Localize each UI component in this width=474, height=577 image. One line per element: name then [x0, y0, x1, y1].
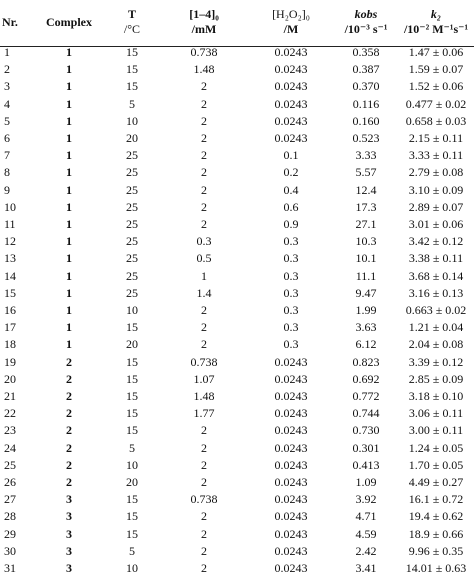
cell-temperature: 5 [129, 440, 135, 455]
cell-k2: 1.70 ± 0.05 [408, 457, 464, 472]
cell-temperature: 25 [126, 217, 138, 232]
cell-kobs: 0.116 [352, 96, 380, 111]
cell-peroxide-concentration: 0.0243 [274, 131, 308, 146]
table-row [0, 285, 474, 302]
cell-k2: 2.85 ± 0.09 [408, 371, 464, 386]
table-row [0, 371, 474, 388]
cell-nr: 6 [4, 131, 10, 146]
cell-temperature: 25 [126, 182, 138, 197]
cell-temperature: 10 [126, 457, 138, 472]
cell-temperature: 15 [126, 526, 138, 541]
cell-k2: 0.658 ± 0.03 [405, 113, 467, 128]
table-row [0, 319, 474, 336]
cell-complex-concentration: 2 [201, 182, 207, 197]
cell-kobs: 3.63 [355, 320, 377, 335]
cell-kobs: 0.744 [352, 406, 380, 421]
cell-kobs: 0.301 [352, 440, 380, 455]
table-row [0, 388, 474, 405]
table-row [0, 268, 474, 285]
cell-temperature: 15 [126, 79, 138, 94]
cell-complex-concentration: 2 [201, 148, 207, 163]
cell-complex: 1 [66, 337, 72, 352]
cell-temperature: 15 [126, 371, 138, 386]
cell-complex-concentration: 2 [201, 217, 207, 232]
cell-kobs: 10.3 [355, 234, 377, 249]
cell-nr: 18 [4, 337, 16, 352]
cell-complex: 1 [66, 303, 72, 318]
cell-complex-concentration: 2 [201, 79, 207, 94]
cell-kobs: 0.730 [352, 423, 380, 438]
cell-peroxide-concentration: 0.0243 [274, 96, 308, 111]
cell-temperature: 20 [126, 337, 138, 352]
cell-complex-concentration: 2 [201, 320, 207, 335]
cell-nr: 19 [4, 354, 16, 369]
cell-nr: 31 [4, 561, 16, 576]
cell-complex-concentration: 1.07 [193, 371, 215, 386]
cell-nr: 12 [4, 234, 16, 249]
cell-complex: 1 [66, 45, 72, 59]
cell-complex-concentration: 1.48 [193, 62, 215, 77]
cell-nr: 25 [4, 457, 16, 472]
cell-peroxide-concentration: 0.1 [283, 148, 299, 163]
header-complex: Complex [46, 14, 92, 29]
cell-complex-concentration: 2 [201, 475, 207, 490]
cell-complex-concentration: 2 [201, 337, 207, 352]
cell-k2: 1.47 ± 0.06 [408, 45, 464, 59]
cell-nr: 29 [4, 526, 16, 541]
cell-complex: 3 [66, 543, 72, 558]
cell-kobs: 2.42 [355, 543, 377, 558]
cell-complex: 1 [66, 251, 72, 266]
cell-kobs: 5.57 [355, 165, 377, 180]
cell-complex: 1 [66, 320, 72, 335]
cell-peroxide-concentration: 0.0243 [274, 389, 308, 404]
cell-nr: 7 [4, 148, 10, 163]
cell-kobs: 17.3 [355, 199, 377, 214]
cell-temperature: 15 [126, 320, 138, 335]
table-row [0, 354, 474, 371]
table-header [0, 0, 474, 44]
cell-complex: 1 [66, 199, 72, 214]
cell-complex-concentration: 2 [201, 113, 207, 128]
cell-complex-concentration: 0.5 [196, 251, 212, 266]
cell-nr: 14 [4, 268, 16, 283]
cell-complex-concentration: 1.77 [193, 406, 215, 421]
cell-peroxide-concentration: 0.3 [283, 268, 299, 283]
cell-temperature: 15 [126, 389, 138, 404]
cell-complex-concentration: 1.4 [196, 285, 212, 300]
cell-nr: 28 [4, 509, 16, 524]
cell-k2: 3.39 ± 0.12 [408, 354, 464, 369]
cell-nr: 16 [4, 303, 16, 318]
cell-temperature: 25 [126, 285, 138, 300]
cell-complex: 2 [66, 475, 72, 490]
cell-complex-concentration: 2 [201, 543, 207, 558]
table-row [0, 526, 474, 543]
table-row [0, 147, 474, 164]
cell-complex: 1 [66, 62, 72, 77]
cell-peroxide-concentration: 0.6 [283, 199, 299, 214]
cell-nr: 10 [4, 199, 16, 214]
cell-complex: 1 [66, 285, 72, 300]
cell-k2: 1.24 ± 0.05 [408, 440, 464, 455]
cell-nr: 21 [4, 389, 16, 404]
cell-nr: 11 [4, 217, 16, 232]
cell-complex-concentration: 1 [201, 268, 207, 283]
cell-temperature: 25 [126, 251, 138, 266]
cell-kobs: 3.33 [355, 148, 377, 163]
cell-nr: 9 [4, 182, 10, 197]
table-row [0, 216, 474, 233]
cell-complex-concentration: 2 [201, 423, 207, 438]
cell-kobs: 10.1 [355, 251, 377, 266]
cell-temperature: 25 [126, 268, 138, 283]
cell-peroxide-concentration: 0.3 [283, 320, 299, 335]
cell-nr: 13 [4, 251, 16, 266]
cell-kobs: 0.370 [352, 79, 380, 94]
cell-kobs: 1.99 [355, 303, 377, 318]
header-temperature: T /°C [123, 7, 141, 36]
cell-nr: 17 [4, 320, 16, 335]
cell-kobs: 0.772 [352, 389, 380, 404]
table-row [0, 61, 474, 78]
cell-k2: 18.9 ± 0.66 [408, 526, 464, 541]
cell-peroxide-concentration: 0.0243 [274, 509, 308, 524]
cell-k2: 1.52 ± 0.06 [408, 79, 464, 94]
cell-complex-concentration: 2 [201, 199, 207, 214]
table-row [0, 164, 474, 181]
cell-nr: 2 [4, 62, 10, 77]
cell-k2: 3.01 ± 0.06 [408, 217, 464, 232]
table-row [0, 491, 474, 508]
cell-k2: 3.16 ± 0.13 [408, 285, 464, 300]
cell-nr: 20 [4, 371, 16, 386]
cell-complex: 2 [66, 371, 72, 386]
cell-k2: 3.00 ± 0.11 [408, 423, 464, 438]
cell-peroxide-concentration: 0.9 [283, 217, 299, 232]
cell-k2: 3.68 ± 0.14 [408, 268, 464, 283]
cell-complex: 2 [66, 440, 72, 455]
cell-temperature: 10 [126, 303, 138, 318]
cell-peroxide-concentration: 0.0243 [274, 406, 308, 421]
cell-complex-concentration: 2 [201, 165, 207, 180]
cell-complex: 1 [66, 165, 72, 180]
header-peroxide-concentration: [H₂O₂]₀ /M [272, 7, 310, 36]
cell-kobs: 1.09 [355, 475, 377, 490]
table-row [0, 457, 474, 474]
table-row [0, 560, 474, 577]
cell-peroxide-concentration: 0.0243 [274, 440, 308, 455]
cell-k2: 2.04 ± 0.08 [408, 337, 464, 352]
cell-temperature: 25 [126, 199, 138, 214]
table-row [0, 440, 474, 457]
cell-k2: 19.4 ± 0.62 [408, 509, 464, 524]
table-row [0, 113, 474, 130]
cell-nr: 30 [4, 543, 16, 558]
cell-kobs: 3.92 [355, 492, 377, 507]
table-row [0, 199, 474, 216]
cell-k2: 3.33 ± 0.11 [408, 148, 464, 163]
cell-peroxide-concentration: 0.0243 [274, 561, 308, 576]
cell-complex: 2 [66, 354, 72, 369]
cell-complex-concentration: 2 [201, 526, 207, 541]
cell-k2: 1.21 ± 0.04 [408, 320, 464, 335]
cell-complex: 1 [66, 131, 72, 146]
cell-kobs: 0.160 [352, 113, 380, 128]
cell-complex: 3 [66, 492, 72, 507]
cell-nr: 15 [4, 285, 16, 300]
cell-nr: 5 [4, 113, 10, 128]
cell-kobs: 0.387 [352, 62, 380, 77]
cell-complex: 1 [66, 217, 72, 232]
cell-temperature: 5 [129, 543, 135, 558]
cell-kobs: 0.823 [352, 354, 380, 369]
cell-temperature: 15 [126, 45, 138, 59]
table-row [0, 336, 474, 353]
table-row [0, 233, 474, 250]
cell-k2: 3.10 ± 0.09 [408, 182, 464, 197]
cell-peroxide-concentration: 0.0243 [274, 62, 308, 77]
cell-complex-concentration: 2 [201, 96, 207, 111]
cell-nr: 24 [4, 440, 16, 455]
cell-complex: 1 [66, 234, 72, 249]
cell-temperature: 5 [129, 96, 135, 111]
table-row [0, 130, 474, 147]
cell-peroxide-concentration: 0.0243 [274, 45, 308, 59]
cell-temperature: 15 [126, 423, 138, 438]
cell-nr: 8 [4, 165, 10, 180]
cell-k2: 16.1 ± 0.72 [408, 492, 464, 507]
cell-kobs: 0.692 [352, 371, 380, 386]
cell-complex: 1 [66, 113, 72, 128]
cell-peroxide-concentration: 0.4 [283, 182, 299, 197]
cell-temperature: 15 [126, 62, 138, 77]
cell-complex-concentration: 2 [201, 131, 207, 146]
cell-kobs: 9.47 [355, 285, 377, 300]
cell-complex-concentration: 2 [201, 509, 207, 524]
cell-temperature: 15 [126, 406, 138, 421]
header-nr: Nr. [2, 14, 18, 29]
cell-peroxide-concentration: 0.0243 [274, 543, 308, 558]
cell-complex: 2 [66, 406, 72, 421]
cell-temperature: 25 [126, 234, 138, 249]
header-k2: k₂ /10⁻² M⁻¹s⁻¹ [403, 7, 469, 36]
cell-peroxide-concentration: 0.3 [283, 303, 299, 318]
cell-k2: 9.96 ± 0.35 [408, 543, 464, 558]
cell-k2: 2.15 ± 0.11 [408, 131, 464, 146]
table-row [0, 78, 474, 95]
table-row [0, 422, 474, 439]
cell-kobs: 0.413 [352, 457, 380, 472]
cell-peroxide-concentration: 0.0243 [274, 354, 308, 369]
cell-k2: 0.663 ± 0.02 [405, 303, 467, 318]
cell-nr: 23 [4, 423, 16, 438]
cell-nr: 22 [4, 406, 16, 421]
cell-k2: 4.49 ± 0.27 [408, 475, 464, 490]
cell-temperature: 25 [126, 165, 138, 180]
cell-temperature: 10 [126, 561, 138, 576]
cell-temperature: 15 [126, 354, 138, 369]
cell-complex: 3 [66, 561, 72, 576]
cell-k2: 3.38 ± 0.11 [408, 251, 464, 266]
cell-complex-concentration: 2 [201, 561, 207, 576]
cell-peroxide-concentration: 0.0243 [274, 457, 308, 472]
cell-k2: 3.06 ± 0.11 [408, 406, 464, 421]
cell-nr: 1 [4, 45, 10, 59]
cell-k2: 3.18 ± 0.10 [408, 389, 464, 404]
cell-peroxide-concentration: 0.0243 [274, 475, 308, 490]
cell-complex-concentration: 1.48 [193, 389, 215, 404]
cell-k2: 3.42 ± 0.12 [408, 234, 464, 249]
cell-complex-concentration: 0.3 [196, 234, 212, 249]
cell-kobs: 6.12 [355, 337, 377, 352]
cell-complex: 1 [66, 96, 72, 111]
cell-temperature: 20 [126, 131, 138, 146]
table-row [0, 543, 474, 560]
cell-kobs: 0.358 [352, 45, 380, 59]
table-row [0, 405, 474, 422]
cell-k2: 2.89 ± 0.07 [408, 199, 464, 214]
cell-temperature: 10 [126, 113, 138, 128]
cell-peroxide-concentration: 0.0243 [274, 423, 308, 438]
cell-complex-concentration: 2 [201, 303, 207, 318]
cell-complex: 1 [66, 268, 72, 283]
cell-k2: 0.477 ± 0.02 [405, 96, 467, 111]
cell-complex-concentration: 0.738 [190, 492, 218, 507]
table-row [0, 474, 474, 491]
cell-kobs: 3.41 [355, 561, 377, 576]
cell-nr: 4 [4, 96, 10, 111]
cell-peroxide-concentration: 0.0243 [274, 113, 308, 128]
cell-complex: 2 [66, 457, 72, 472]
header-complex-concentration: [1–4]₀ /mM [189, 7, 219, 36]
cell-peroxide-concentration: 0.2 [283, 165, 299, 180]
cell-complex: 2 [66, 423, 72, 438]
cell-peroxide-concentration: 0.0243 [274, 526, 308, 541]
cell-k2: 1.59 ± 0.07 [408, 62, 464, 77]
cell-complex: 3 [66, 526, 72, 541]
cell-nr: 3 [4, 79, 10, 94]
table-body [0, 44, 474, 577]
cell-kobs: 0.523 [352, 131, 380, 146]
cell-peroxide-concentration: 0.0243 [274, 492, 308, 507]
cell-kobs: 12.4 [355, 182, 377, 197]
cell-complex-concentration: 0.738 [190, 45, 218, 59]
table-row [0, 302, 474, 319]
table-row [0, 250, 474, 267]
cell-peroxide-concentration: 0.0243 [274, 371, 308, 386]
cell-peroxide-concentration: 0.3 [283, 337, 299, 352]
cell-temperature: 20 [126, 475, 138, 490]
cell-complex: 3 [66, 509, 72, 524]
table-row [0, 182, 474, 199]
cell-temperature: 15 [126, 509, 138, 524]
table-row [0, 96, 474, 113]
header-kobs: kobs /10⁻³ s⁻¹ [344, 7, 388, 36]
cell-nr: 26 [4, 475, 16, 490]
cell-peroxide-concentration: 0.0243 [274, 79, 308, 94]
cell-complex: 1 [66, 148, 72, 163]
cell-complex-concentration: 0.738 [190, 354, 218, 369]
cell-complex: 1 [66, 79, 72, 94]
cell-kobs: 4.71 [355, 509, 377, 524]
cell-complex: 1 [66, 182, 72, 197]
cell-k2: 14.01 ± 0.63 [405, 561, 467, 576]
cell-complex-concentration: 2 [201, 457, 207, 472]
cell-nr: 27 [4, 492, 16, 507]
cell-kobs: 11.1 [355, 268, 377, 283]
cell-temperature: 15 [126, 492, 138, 507]
cell-kobs: 4.59 [355, 526, 377, 541]
table-row [0, 508, 474, 525]
table-row [0, 44, 474, 61]
cell-peroxide-concentration: 0.3 [283, 251, 299, 266]
cell-temperature: 25 [126, 148, 138, 163]
cell-complex: 2 [66, 389, 72, 404]
cell-peroxide-concentration: 0.3 [283, 234, 299, 249]
cell-complex-concentration: 2 [201, 440, 207, 455]
cell-peroxide-concentration: 0.3 [283, 285, 299, 300]
cell-k2: 2.79 ± 0.08 [408, 165, 464, 180]
cell-kobs: 27.1 [355, 217, 377, 232]
